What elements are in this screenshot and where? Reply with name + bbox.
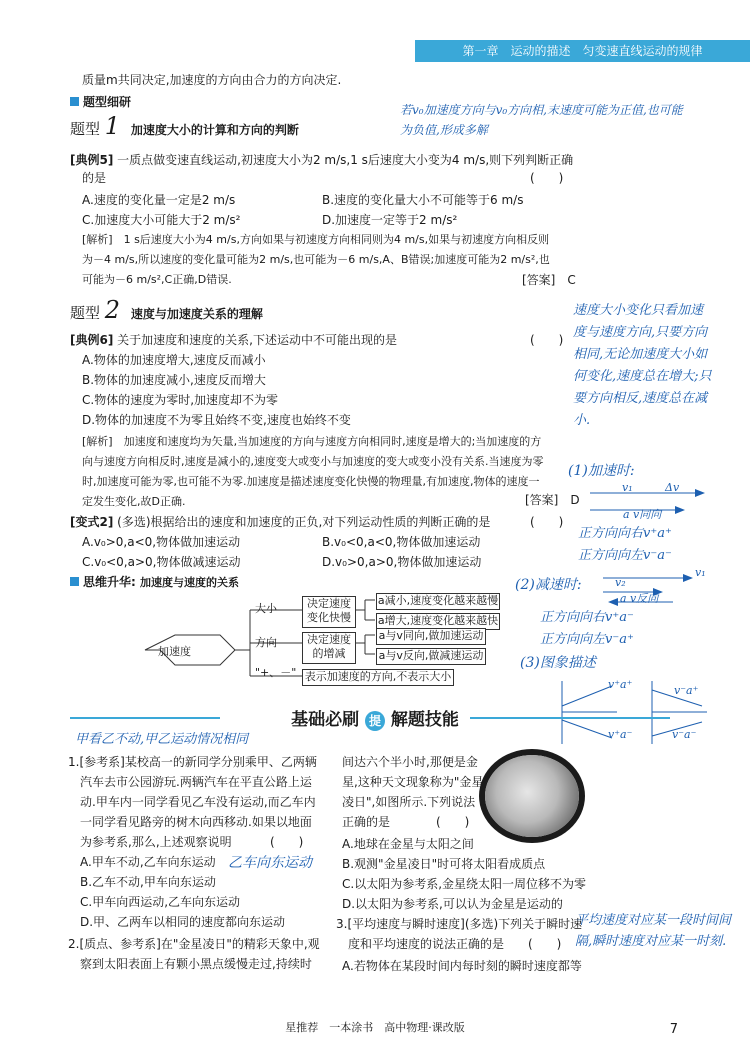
- type-label: 题型: [70, 304, 101, 322]
- diagram-branch-sign: "+、－": [255, 666, 297, 679]
- option-d: D.甲、乙两车以相同的速度都向东运动: [80, 915, 286, 929]
- answer-paren: ( ): [436, 815, 470, 829]
- note-accel-title: (1)加速时:: [568, 463, 635, 479]
- section-marker-icon: [70, 97, 79, 106]
- note-decel-title: (2)减速时:: [515, 577, 582, 593]
- answer-paren: ( ): [270, 835, 304, 849]
- q3-line: 度和平均速度的说法正确的是: [348, 937, 505, 951]
- diagram-node-speed-increase: 决定速度的增减: [302, 632, 356, 664]
- analysis-line: 向与速度方向相反时,速度是减小的,速度变大或变小与加速度的变大或变小没有关系.当速度为零: [82, 455, 544, 468]
- q3-line: 3.[平均速度与瞬时速度](多选)下列关于瞬时速: [336, 917, 583, 931]
- analysis-line: 为－4 m/s,所以速度的变化量可能为2 m/s,也可能为－6 m/s,A、B错误;加速度可能为2 m/s²,也: [82, 253, 550, 266]
- type-title: 加速度大小的计算和方向的判断: [130, 123, 299, 137]
- type-number: 1: [104, 112, 121, 140]
- q2-line: 察到太阳表面上有颗小黑点缓慢走过,持续时: [80, 957, 312, 971]
- variation-tag: [变式2]: [70, 515, 114, 529]
- handwritten-note-east: 乙车向东运动: [228, 855, 312, 871]
- page-number: 7: [669, 1022, 678, 1037]
- type-label: 题型: [70, 120, 101, 138]
- band-right-text: 解题技能: [390, 710, 459, 730]
- note-v1-label: v₁: [695, 566, 706, 579]
- q2-line: 星,这种天文现象称为"金星: [342, 775, 484, 789]
- q1-line: 1.[参考系]某校高一的新同学分别乘甲、乙两辆: [68, 755, 317, 769]
- note-decel-case2: 正方向向左v⁻a⁺: [540, 632, 634, 647]
- diagram-branch-size: 大小: [255, 602, 277, 615]
- option-b: B.乙车不动,甲车向东运动: [80, 875, 216, 889]
- option-a: A.速度的变化量一定是2 m/s: [82, 193, 236, 207]
- diagram-branch-direction: 方向: [255, 636, 277, 649]
- note-v1-label: v₁: [622, 481, 633, 494]
- option-b: B.观测"金星凌日"时可将太阳看成质点: [342, 857, 546, 871]
- diagram-node-speed-change: 决定速度变化快慢: [302, 596, 356, 628]
- section-title-text: 思维升华:: [83, 575, 136, 589]
- option-c: C.甲车向西运动,乙车向东运动: [80, 895, 241, 909]
- handwritten-note-type2: 速度大小变化只看加速度与速度方向,只要方向相同,无论加速度大小如何变化,速度总在增大;只要方向相反,速度总在减小.: [573, 303, 712, 428]
- note-graph-title: (3)图象描述: [520, 655, 596, 671]
- note-decel-case1: 正方向向右v⁺a⁻: [540, 610, 634, 625]
- ex5-stem: [70, 150, 573, 170]
- note-accel-case2: 正方向向左v⁻a⁻: [578, 548, 672, 563]
- diagram-node-sign-meaning: 表示加速度的方向,不表示大小: [302, 669, 454, 686]
- example-tag: [典例6]: [70, 333, 114, 347]
- option-c: C.v₀<0,a>0,物体做减速运动: [82, 555, 241, 569]
- handwritten-note-q3: 平均速度对应某一段时间间隔,瞬时速度对应某一时刻.: [575, 913, 732, 949]
- note-accel-case1: 正方向向右v⁺a⁺: [578, 526, 672, 541]
- type-number: 2: [104, 296, 121, 324]
- ex5-stem-cont: 的是: [82, 171, 107, 185]
- diagram-leaf-a-increase: a增大,速度变化越来越快: [376, 613, 500, 630]
- note-v2-label: v₂: [615, 576, 626, 589]
- section-title-1: [70, 92, 131, 112]
- intro-line: 质量m共同决定,加速度的方向由合力的方向决定.: [82, 73, 342, 87]
- var2-stem: [70, 512, 490, 532]
- analysis-line: 可能为－6 m/s²,C正确,D错误.: [82, 273, 232, 286]
- option-a: A.物体的加速度增大,速度反而减小: [82, 353, 266, 367]
- option-a: A.v₀>0,a<0,物体做加速运动: [82, 535, 241, 549]
- diagram-leaf-same-direction: a与v同向,做加速运动: [376, 628, 486, 645]
- option-a: A.甲车不动,乙车向东运动: [80, 855, 216, 869]
- analysis-line: [解析] 1 s后速度大小为4 m/s,方向如果与初速度方向相同则为4 m/s,如果与初速度方向相反则: [82, 233, 550, 246]
- handwritten-note-q1: 甲看乙不动,甲乙运动情况相同: [75, 732, 249, 747]
- option-d: D.物体的加速度不为零且始终不变,速度也始终不变: [82, 413, 351, 427]
- diagram-root: 加速度: [158, 645, 191, 658]
- graph-label-2: v⁺a⁻: [608, 728, 633, 741]
- type1-heading: [70, 112, 299, 140]
- option-b: B.v₀<0,a<0,物体做加速运动: [322, 535, 481, 549]
- graph-label-3: v⁻a⁺: [674, 684, 699, 697]
- q1-line: 一同学看见路旁的树木向西移动.如果以地面: [80, 815, 312, 829]
- q1-line: 为参考系,那么,上述观察说明: [80, 835, 232, 849]
- answer-paren: ( ): [530, 333, 564, 347]
- analysis-line: [解析] 加速度和速度均为矢量,当加速度的方向与速度方向相同时,速度是增大的;当加速度的方: [82, 435, 542, 448]
- section-subtitle: 加速度与速度的关系: [140, 576, 239, 589]
- q1-line: 动.甲车内一同学看见乙车没有运动,而乙车内: [80, 795, 316, 809]
- analysis-line: 定发生变化,故D正确.: [82, 495, 186, 508]
- note-same-direction: a v同向: [623, 508, 662, 521]
- graph-label-4: v⁻a⁻: [672, 728, 697, 741]
- tizhi-badge-icon: 提: [365, 711, 385, 731]
- type-title: 速度与加速度关系的理解: [130, 307, 263, 321]
- note-dv-label: Δv: [665, 481, 680, 494]
- diagram-leaf-a-decrease: a减小,速度变化越来越慢: [376, 593, 500, 610]
- answer-paren: ( ): [528, 937, 562, 951]
- option-c: C.以太阳为参考系,金星绕太阳一周位移不为零: [342, 877, 587, 891]
- note-opposite-direction: a v反向: [620, 592, 659, 605]
- q2-line: 正确的是: [342, 815, 391, 829]
- answer-paren: ( ): [530, 171, 564, 185]
- section-marker-icon: [70, 577, 79, 586]
- q2-line: 凌日",如图所示.下列说法: [342, 795, 476, 809]
- example-tag: [典例5]: [70, 153, 114, 167]
- var2-stem-text: (多选)根据给出的速度和加速度的正负,对下列运动性质的判断正确的是: [117, 515, 491, 529]
- ex6-stem: [70, 330, 397, 350]
- chapter-header: 第一章 运动的描述 匀变速直线运动的规律: [415, 40, 750, 62]
- option-d: D.v₀>0,a>0,物体做加速运动: [322, 555, 482, 569]
- footer-text: 星推荐 一本涂书 高中物理·课改版: [285, 1021, 465, 1034]
- option-c: C.物体的速度为零时,加速度却不为零: [82, 393, 279, 407]
- answer-text: [答案] C: [522, 273, 576, 287]
- diagram-leaf-opposite-direction: a与v反向,做减速运动: [376, 648, 486, 665]
- ex5-stem-text: 一质点做变速直线运动,初速度大小为2 m/s,1 s后速度大小变为4 m/s,则下列判断正确: [117, 153, 574, 167]
- ex6-stem-text: 关于加速度和速度的关系,下述运动中不可能出现的是: [117, 333, 397, 347]
- option-a: A.地球在金星与太阳之间: [342, 837, 474, 851]
- option-d: D.以太阳为参考系,可以认为金星是运动的: [342, 897, 563, 911]
- graph-label-1: v⁺a⁺: [608, 678, 633, 691]
- type2-heading: [70, 296, 263, 324]
- analysis-line: 时,加速度可能为零,也可能不为零.加速度是描述速度变化快慢的物理量,有加速度,物体的速度一: [82, 475, 540, 488]
- section-title-text: 题型细研: [83, 95, 132, 109]
- q1-line: 汽车去市公园游玩.两辆汽车在平直公路上运: [80, 775, 312, 789]
- option-c: C.加速度大小可能大于2 m/s²: [82, 213, 241, 227]
- option-b: B.物体的加速度减小,速度反而增大: [82, 373, 266, 387]
- band-left-text: 基础必刷: [291, 710, 360, 730]
- answer-paren: ( ): [530, 515, 564, 529]
- answer-text: [答案] D: [525, 493, 580, 507]
- handwritten-note-type1: 若v₀加速度方向与v₀方向相,末速度可能为正值,也可能为负值,形成多解: [400, 103, 683, 137]
- option-d: D.加速度一定等于2 m/s²: [322, 213, 458, 227]
- q2-line: 间达六个半小时,那便是金: [342, 755, 478, 769]
- q2-line: 2.[质点、参考系]在"金星凌日"的精彩天象中,观: [68, 937, 320, 951]
- venus-transit-photo: [485, 755, 579, 837]
- option-b: B.速度的变化量大小不可能等于6 m/s: [322, 193, 524, 207]
- option-a: A.若物体在某段时间内每时刻的瞬时速度都等: [342, 959, 582, 973]
